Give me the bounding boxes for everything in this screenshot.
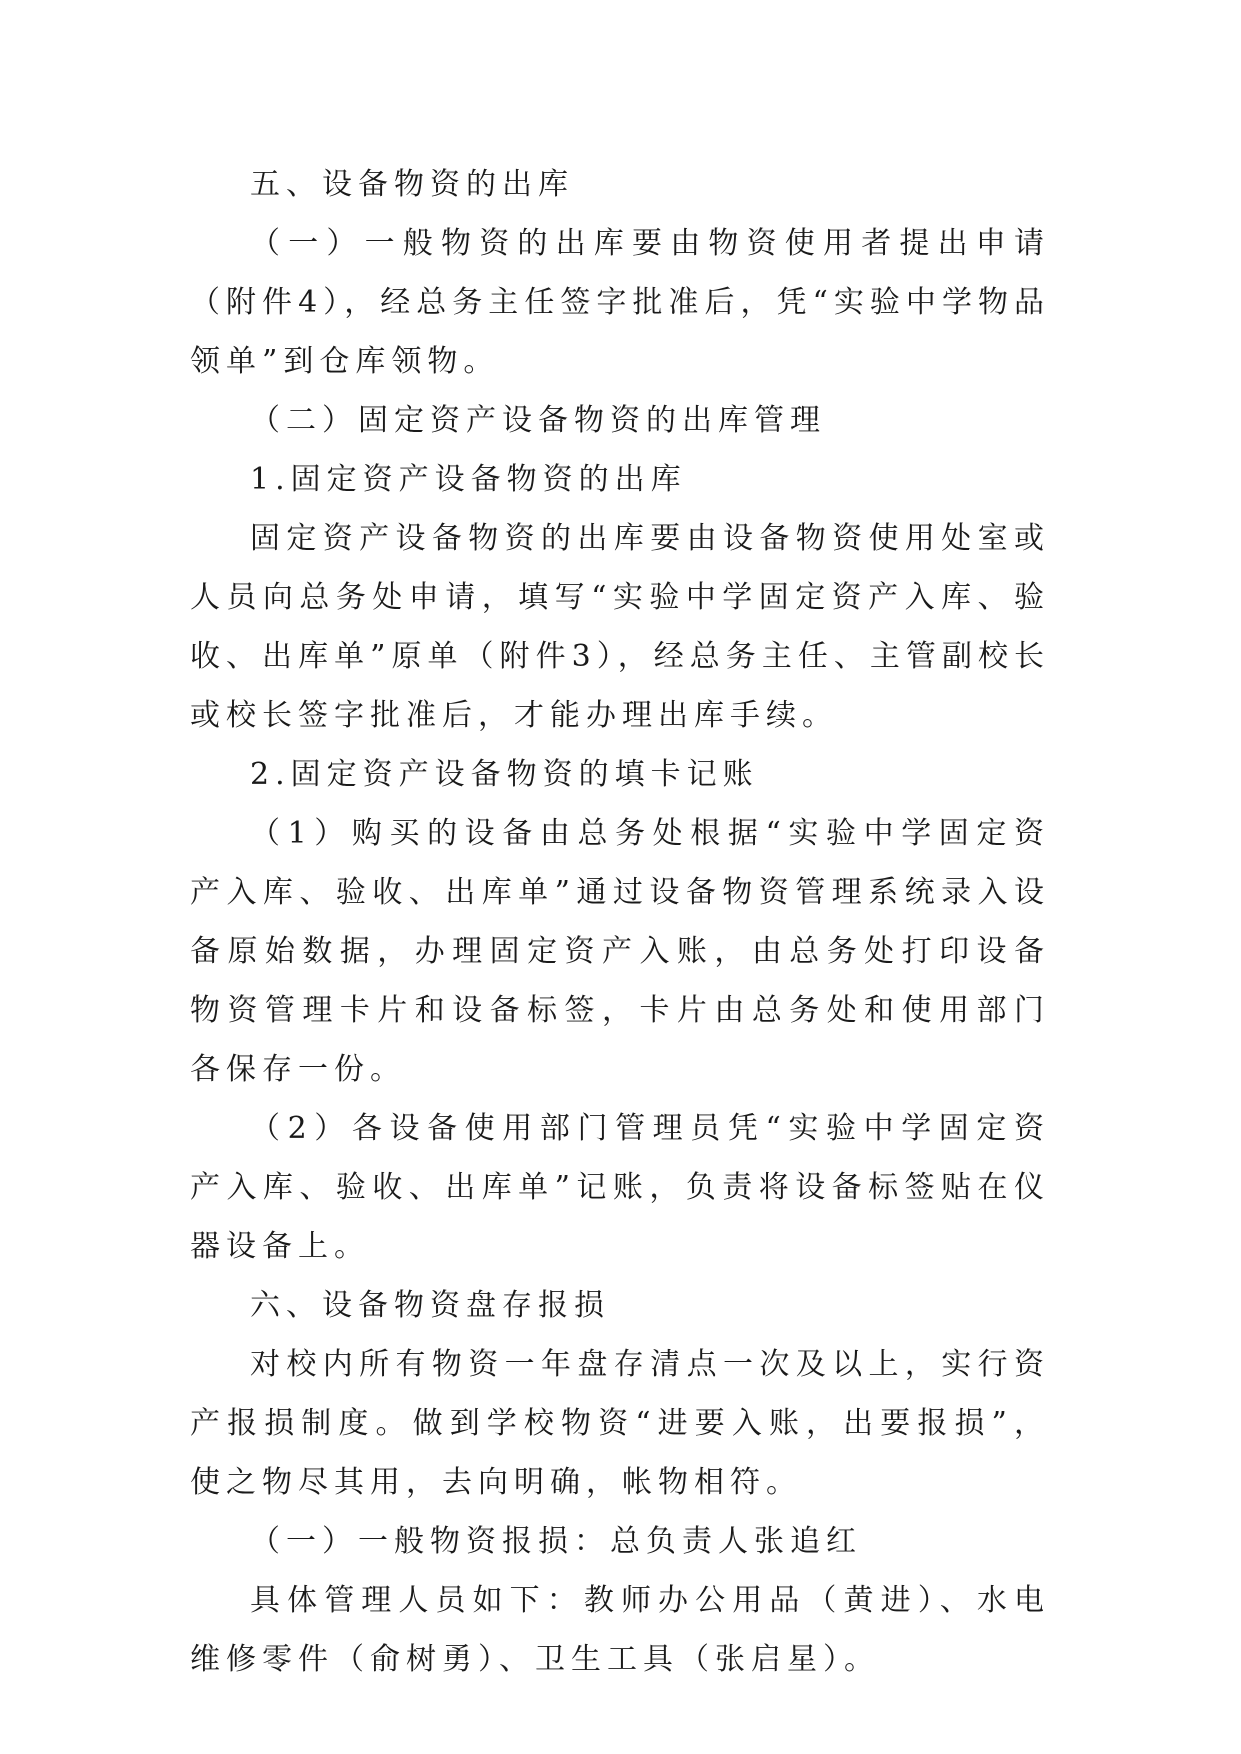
item-1-heading: 1.固定资产设备物资的出库 xyxy=(250,462,687,497)
heading-section-5: 五、设备物资的出库 xyxy=(250,167,574,202)
paragraph-inventory: 对校内所有物资一年盘存清点一次及以上，实行资产报损制度。做到学校物资“进要入账，出要报损”，使之物尽其用，去向明确，帐物相符。 xyxy=(190,1347,1050,1500)
subheading-fixed-asset-outbound: （二）固定资产设备物资的出库管理 xyxy=(250,403,826,438)
paragraph-general-outbound: （一）一般物资的出库要由物资使用者提出申请（附件4），经总务主任签字批准后，凭“实验中学物品领单”到仓库领物。 xyxy=(190,226,1050,379)
heading-section-6: 六、设备物资盘存报损 xyxy=(250,1288,610,1323)
paragraph-card-entry-2: （2）各设备使用部门管理员凭“实验中学固定资产入库、验收、出库单”记账，负责将设备标签贴在仪器设备上。 xyxy=(190,1111,1050,1264)
subheading-general-write-off: （一）一般物资报损：总负责人张追红 xyxy=(250,1524,862,1559)
paragraph-card-entry-1: （1）购买的设备由总务处根据“实验中学固定资产入库、验收、出库单”通过设备物资管理系统录入设备原始数据，办理固定资产入账，由总务处打印设备物资管理卡片和设备标签，卡片由总务处和使用部门各保存一份。 xyxy=(190,816,1050,1087)
paragraph-managers: 具体管理人员如下：教师办公用品（黄进）、水电维修零件（俞树勇）、卫生工具（张启星）。 xyxy=(190,1583,1050,1677)
paragraph-fixed-asset-outbound: 固定资产设备物资的出库要由设备物资使用处室或人员向总务处申请，填写“实验中学固定资产入库、验收、出库单”原单（附件3），经总务主任、主管副校长或校长签字批准后，才能办理出库手续。 xyxy=(190,521,1050,733)
item-2-heading: 2.固定资产设备物资的填卡记账 xyxy=(250,757,759,792)
document-body xyxy=(190,155,1050,1689)
